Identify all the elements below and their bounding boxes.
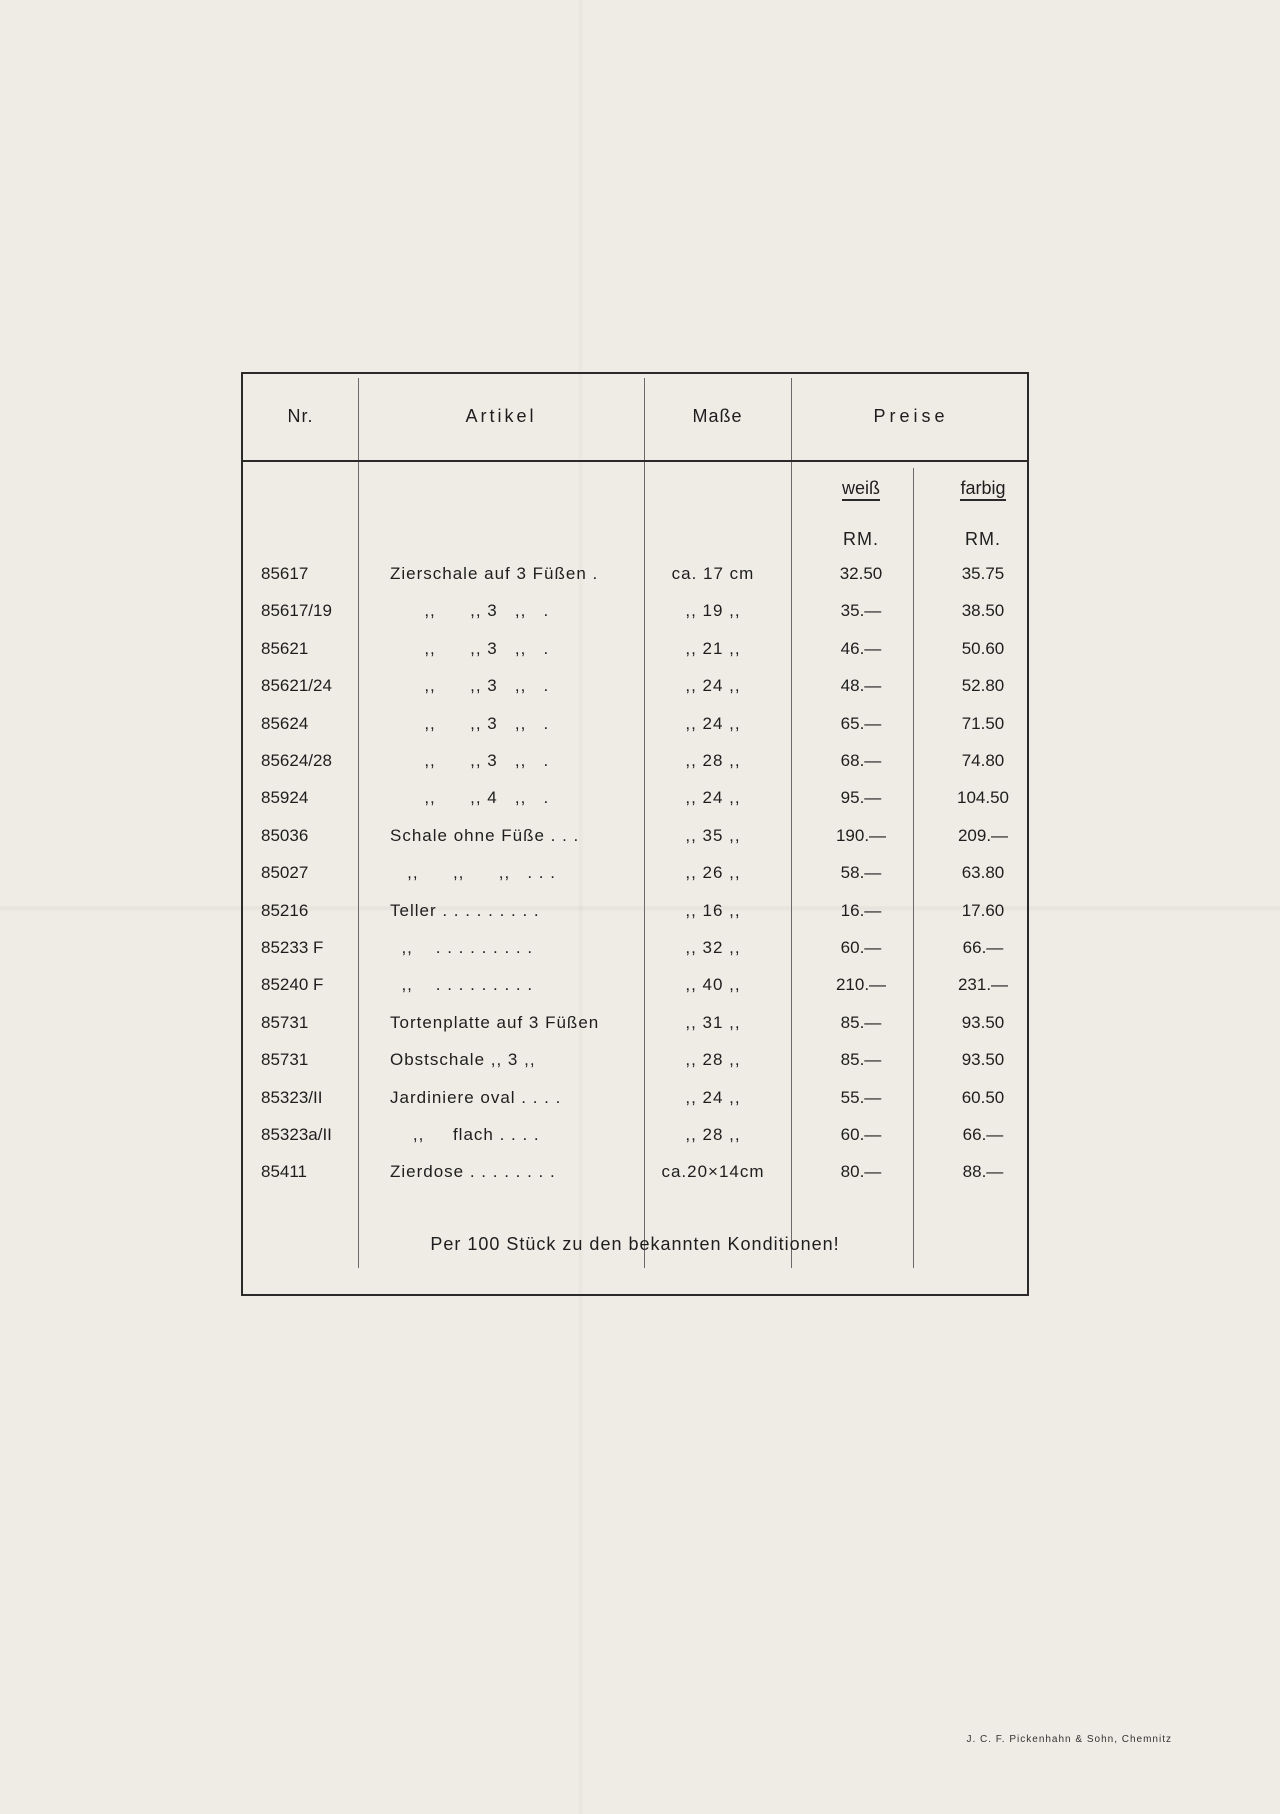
subheader-weiss-label: weiß xyxy=(842,478,880,501)
cell-nr: 85617 xyxy=(261,564,309,583)
cell-price-weiss: 65.— xyxy=(840,713,882,733)
cell-artikel: Zierdose . . . . . . . . xyxy=(390,1162,556,1182)
header-masse: Maße xyxy=(692,406,743,426)
header-preise: Preise xyxy=(873,406,949,426)
table-row xyxy=(243,788,1027,825)
cell-nr: 85621 xyxy=(261,638,309,658)
cell-price-farbig: 88.— xyxy=(962,1162,1004,1182)
cell-nr: 85617/19 xyxy=(261,601,332,621)
cell-masse: ,, 24 ,, xyxy=(685,676,741,696)
cell-nr: 85624 xyxy=(261,713,309,733)
subheader-weiss xyxy=(821,478,901,499)
cell-price-weiss: 16.— xyxy=(840,900,882,920)
table-row xyxy=(243,676,1027,713)
cell-masse: ,, 40 ,, xyxy=(685,975,741,995)
cell-nr: 85924 xyxy=(261,788,309,808)
conditions-note: Per 100 Stück zu den bekannten Konditionen! xyxy=(430,1234,840,1254)
table-row xyxy=(243,1050,1027,1087)
cell-artikel: Schale ohne Füße . . . xyxy=(390,825,580,845)
cell-masse: ,, 24 ,, xyxy=(685,713,741,733)
cell-artikel: ,, ,, ,, . . . xyxy=(390,863,556,883)
table-row xyxy=(243,901,1027,938)
cell-nr: 85027 xyxy=(261,863,309,883)
cell-masse: ca. 17 cm xyxy=(671,564,755,583)
cell-price-farbig: 50.60 xyxy=(961,638,1005,658)
cell-price-weiss: 95.— xyxy=(840,788,882,808)
header-artikel: Artikel xyxy=(465,406,537,426)
cell-price-farbig: 35.75 xyxy=(961,564,1005,583)
cell-price-farbig: 17.60 xyxy=(961,900,1005,920)
cell-price-weiss: 48.— xyxy=(840,676,882,696)
cell-nr: 85621/24 xyxy=(261,676,332,696)
currency-weiss: RM. xyxy=(843,529,879,549)
cell-artikel: ,, ,, 3 ,, . xyxy=(390,638,550,658)
cell-masse: ,, 24 ,, xyxy=(685,1087,741,1107)
table-row xyxy=(243,639,1027,676)
cell-masse: ,, 21 ,, xyxy=(685,638,741,658)
table-row xyxy=(243,863,1027,900)
cell-price-weiss: 60.— xyxy=(840,938,882,957)
cell-price-farbig: 231.— xyxy=(957,975,1009,995)
cell-artikel: Zierschale auf 3 Füßen . xyxy=(390,564,599,583)
currency-farbig: RM. xyxy=(965,529,1001,549)
table-row xyxy=(243,1088,1027,1125)
cell-price-weiss: 55.— xyxy=(840,1087,882,1107)
table-row xyxy=(243,714,1027,751)
cell-masse: ca.20×14cm xyxy=(661,1162,765,1182)
cell-price-farbig: 66.— xyxy=(962,938,1004,957)
cell-price-farbig: 74.80 xyxy=(961,751,1005,770)
cell-artikel: ,, ,, 3 ,, . xyxy=(390,676,550,696)
cell-price-weiss: 58.— xyxy=(840,863,882,883)
cell-artikel: ,, ,, 3 ,, . xyxy=(390,751,550,770)
cell-price-weiss: 190.— xyxy=(835,825,887,845)
cell-nr: 85240 F xyxy=(261,975,324,995)
header-rule xyxy=(243,460,1027,462)
cell-masse: ,, 28 ,, xyxy=(685,751,741,770)
cell-artikel: Obstschale ,, 3 ,, xyxy=(390,1050,536,1070)
cell-price-farbig: 93.50 xyxy=(961,1012,1005,1032)
cell-nr: 85411 xyxy=(261,1162,308,1182)
cell-masse: ,, 31 ,, xyxy=(685,1012,741,1032)
cell-masse: ,, 32 ,, xyxy=(685,938,741,957)
cell-masse: ,, 19 ,, xyxy=(685,601,741,621)
cell-nr: 85036 xyxy=(261,825,309,845)
cell-nr: 85624/28 xyxy=(261,751,332,770)
cell-masse: ,, 26 ,, xyxy=(685,863,741,883)
table-row xyxy=(243,938,1027,975)
cell-price-weiss: 210.— xyxy=(835,975,887,995)
cell-masse: ,, 24 ,, xyxy=(685,788,741,808)
cell-price-weiss: 85.— xyxy=(840,1050,882,1070)
cell-artikel: ,, ,, 3 ,, . xyxy=(390,713,550,733)
printer-imprint: J. C. F. Pickenhahn & Sohn, Chemnitz xyxy=(966,1734,1172,1745)
cell-artikel: ,, ,, 3 ,, . xyxy=(390,601,550,621)
cell-nr: 85731 xyxy=(261,1050,309,1070)
table-row xyxy=(243,751,1027,788)
cell-price-weiss: 46.— xyxy=(840,638,882,658)
cell-price-farbig: 52.80 xyxy=(961,676,1005,696)
subheader-farbig xyxy=(943,478,1023,499)
cell-price-farbig: 38.50 xyxy=(961,601,1005,621)
cell-artikel: Jardiniere oval . . . . xyxy=(390,1087,562,1107)
cell-artikel: Tortenplatte auf 3 Füßen xyxy=(390,1012,600,1032)
cell-masse: ,, 28 ,, xyxy=(685,1125,741,1144)
cell-price-weiss: 60.— xyxy=(840,1125,882,1144)
table-row xyxy=(243,1013,1027,1050)
cell-artikel: ,, flach . . . . xyxy=(390,1125,540,1144)
table-row xyxy=(243,1162,1027,1199)
cell-price-weiss: 32.50 xyxy=(839,564,883,583)
cell-nr: 85216 xyxy=(261,900,309,920)
cell-price-weiss: 68.— xyxy=(840,751,882,770)
cell-artikel: Teller . . . . . . . . . xyxy=(390,900,540,920)
cell-masse: ,, 35 ,, xyxy=(685,825,741,845)
table-row xyxy=(243,601,1027,638)
cell-price-farbig: 66.— xyxy=(962,1125,1004,1144)
cell-price-weiss: 35.— xyxy=(840,601,882,621)
cell-artikel: ,, . . . . . . . . . xyxy=(390,975,534,995)
cell-price-farbig: 60.50 xyxy=(961,1087,1005,1107)
table-row xyxy=(243,826,1027,863)
cell-nr: 85323/II xyxy=(261,1087,323,1107)
cell-price-farbig: 63.80 xyxy=(961,863,1005,883)
cell-price-farbig: 93.50 xyxy=(961,1050,1005,1070)
cell-price-weiss: 85.— xyxy=(840,1012,882,1032)
price-table xyxy=(241,372,1029,1296)
subheader-farbig-label: farbig xyxy=(960,478,1005,501)
cell-price-farbig: 209.— xyxy=(957,825,1009,845)
cell-nr: 85233 F xyxy=(261,938,324,957)
table-row xyxy=(243,1125,1027,1162)
table-row xyxy=(243,975,1027,1012)
cell-masse: ,, 16 ,, xyxy=(685,900,741,920)
header-nr: Nr. xyxy=(287,406,314,426)
cell-nr: 85323a/II xyxy=(261,1125,332,1144)
cell-artikel: ,, . . . . . . . . . xyxy=(390,938,534,957)
cell-price-weiss: 80.— xyxy=(840,1162,882,1182)
cell-nr: 85731 xyxy=(261,1012,309,1032)
cell-price-farbig: 71.50 xyxy=(961,713,1005,733)
cell-artikel: ,, ,, 4 ,, . xyxy=(390,788,550,808)
table-row xyxy=(243,564,1027,601)
cell-masse: ,, 28 ,, xyxy=(685,1050,741,1070)
cell-price-farbig: 104.50 xyxy=(957,788,1009,808)
